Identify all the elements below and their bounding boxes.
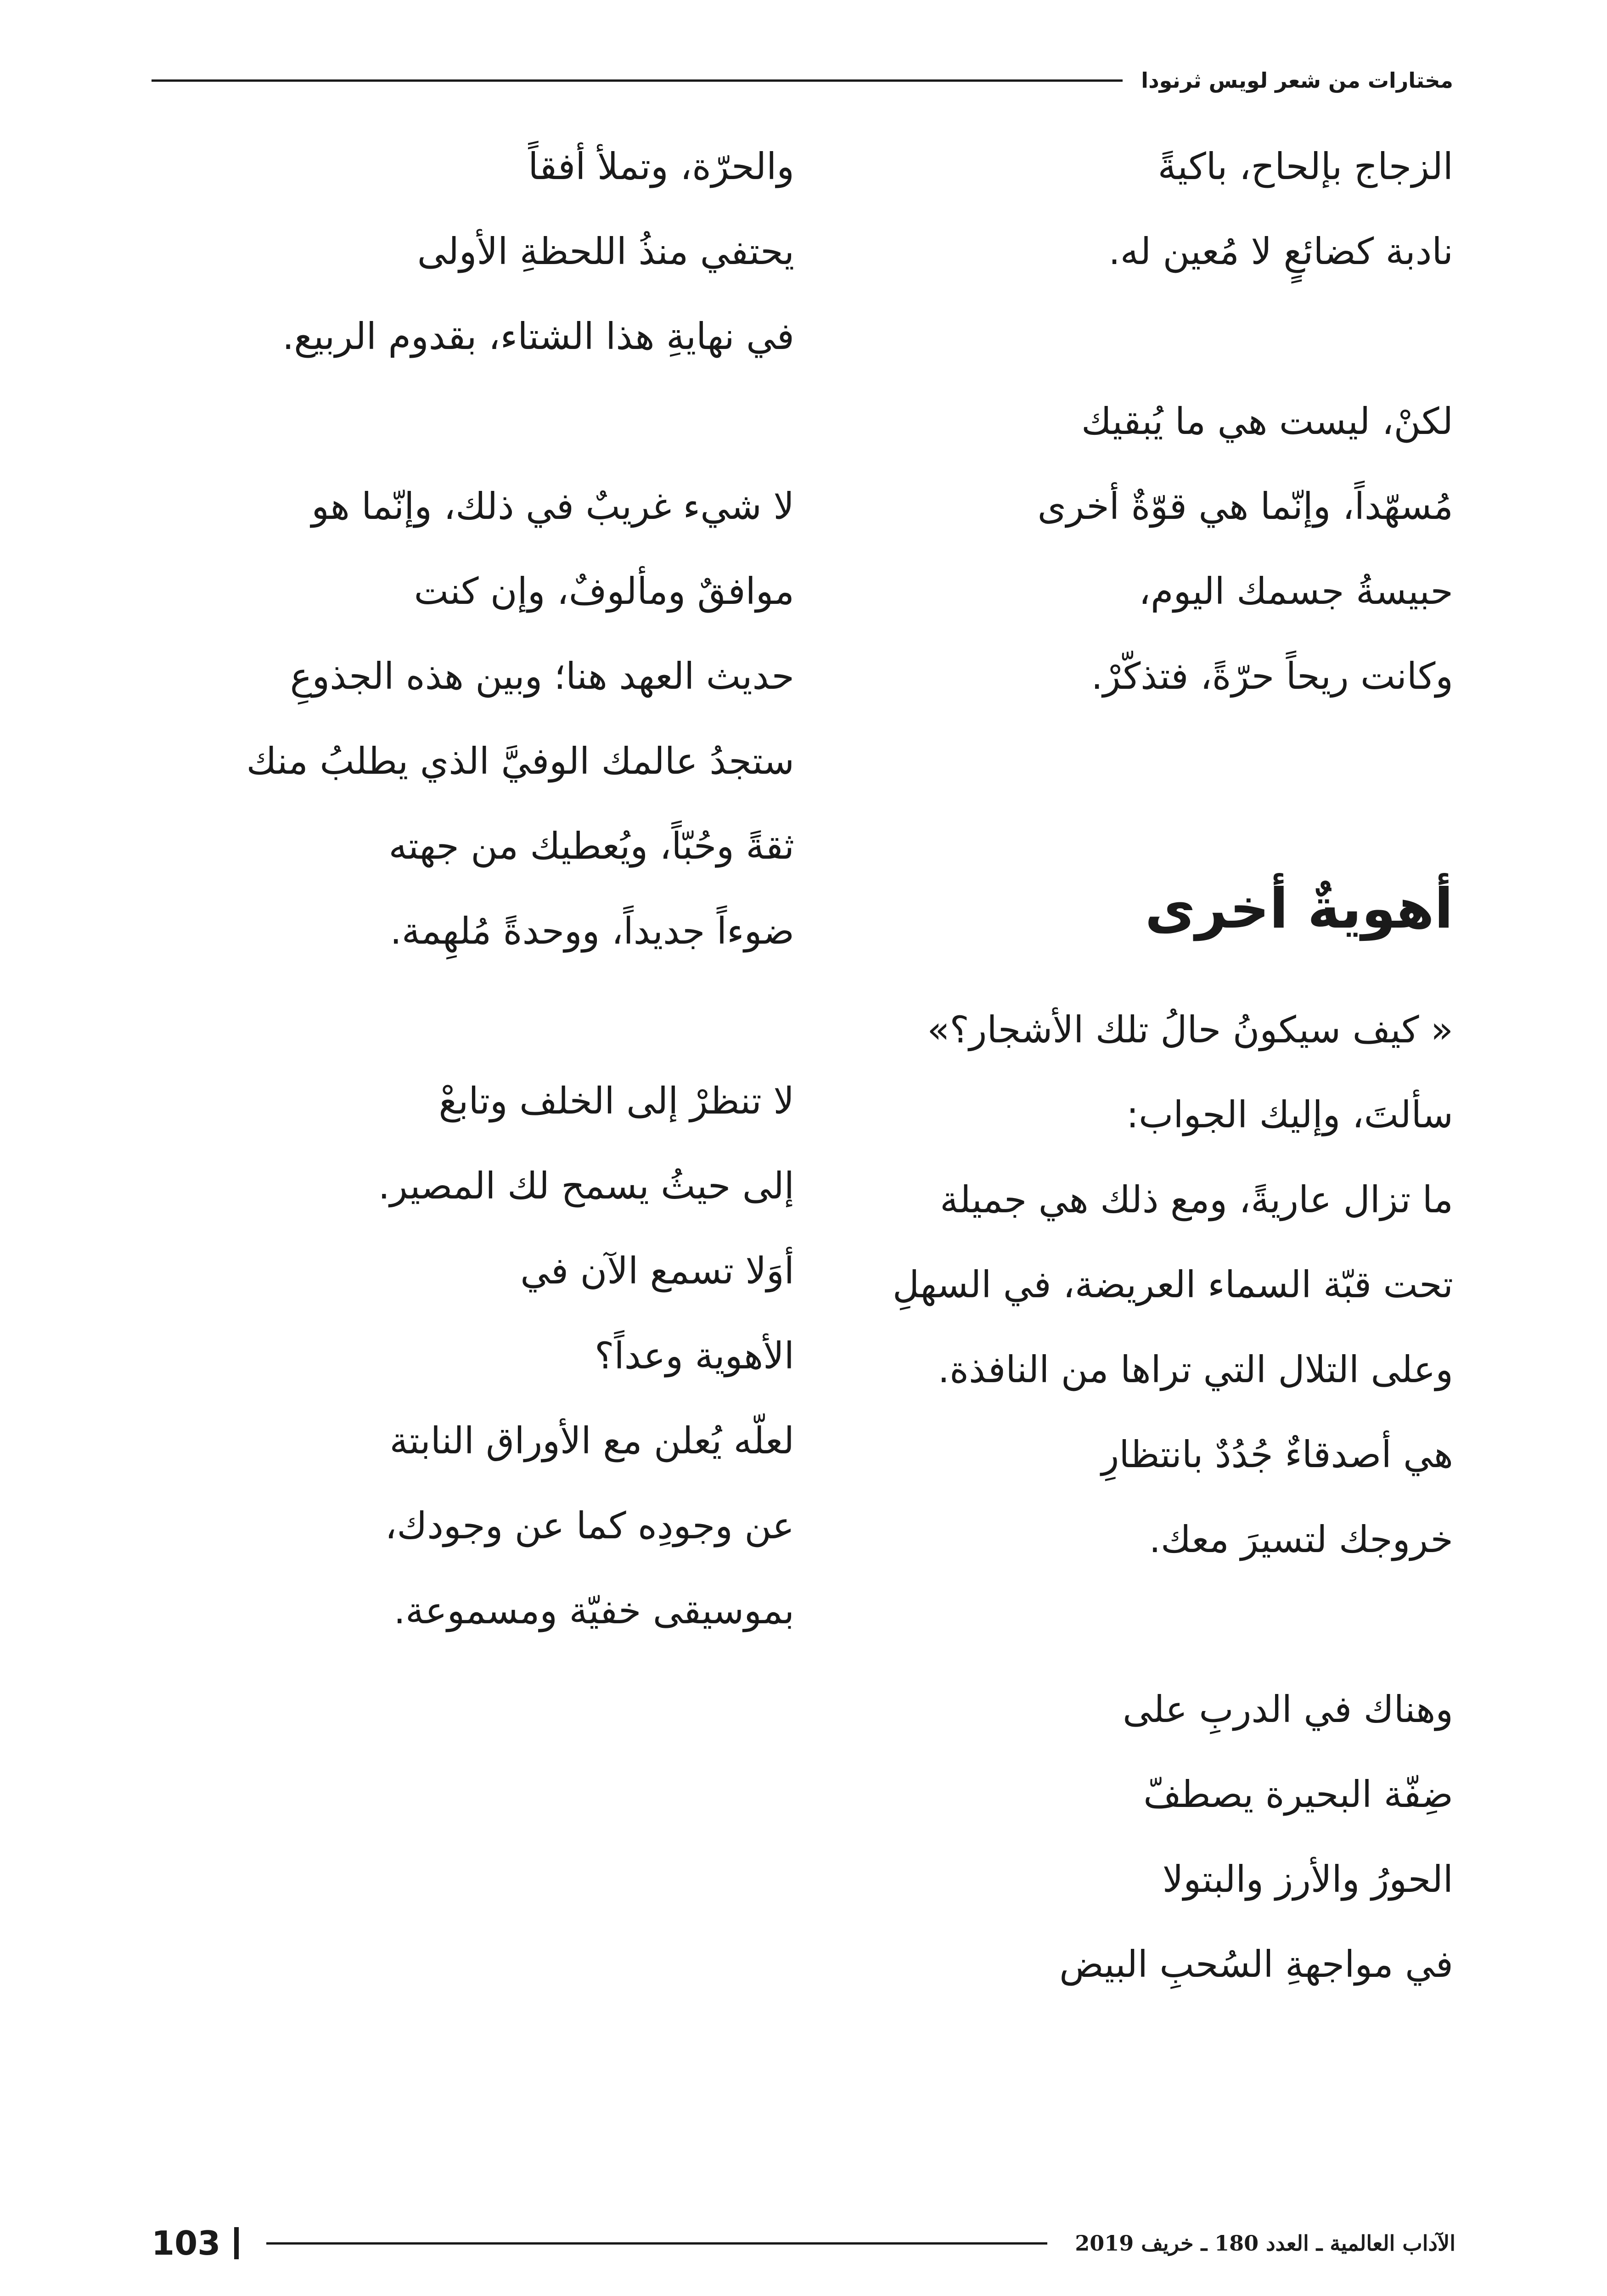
poem-line: موافقٌ ومألوفٌ، وإن كنت bbox=[414, 570, 794, 613]
right-column bbox=[856, 124, 1453, 2007]
running-header bbox=[152, 55, 1453, 106]
poem-line: الحورُ والأرز والبتولا bbox=[1162, 1858, 1453, 1901]
poem-line: بموسيقى خفيّة ومسموعة. bbox=[393, 1589, 794, 1632]
poem-line: حديث العهد هنا؛ وبين هذه الجذوعِ bbox=[290, 655, 794, 698]
poem-line: الأهوية وعداً؟ bbox=[595, 1334, 794, 1377]
poem-line: مُسهّداً، وإنّما هي قوّةٌ أخرى bbox=[1037, 485, 1453, 528]
poem-line: في نهايةِ هذا الشتاء، بقدوم الربيع. bbox=[282, 315, 794, 358]
poem-line: تحت قبّة السماء العريضة، في السهلِ bbox=[892, 1263, 1453, 1306]
poem-line: حبيسةُ جسمك اليوم، bbox=[1139, 570, 1453, 613]
poem-line: إلى حيثُ يسمح لك المصير. bbox=[378, 1165, 794, 1207]
poem-line: والحرّة، وتملأ أفقاً bbox=[528, 145, 794, 188]
poem-line: « كيف سيكونُ حالُ تلك الأشجار؟» bbox=[927, 1008, 1453, 1051]
poem-line: هي أصدقاءٌ جُدُدٌ بانتظارِ bbox=[1101, 1433, 1453, 1476]
stanza-gap bbox=[856, 719, 1453, 804]
footer-rule bbox=[266, 2242, 1047, 2245]
left-column bbox=[188, 124, 794, 1653]
poem-line: عن وجودِه كما عن وجودك، bbox=[385, 1504, 794, 1547]
poem-line: ثقةً وحُبّاً، ويُعطيك من جهته bbox=[388, 825, 794, 867]
poem-line: في مواجهةِ السُحبِ البيض bbox=[1059, 1943, 1453, 1986]
poem-line: خروجك لتسيرَ معك. bbox=[1149, 1518, 1453, 1561]
page-footer bbox=[152, 2218, 1455, 2268]
poem-line: ضِفّة البحيرة يصطفّ bbox=[1143, 1773, 1453, 1816]
poem-line: أوَلا تسمع الآن في bbox=[520, 1249, 794, 1292]
stanza-gap bbox=[188, 379, 794, 464]
poem-line: ستجدُ عالمك الوفيَّ الذي يطلبُ منك bbox=[246, 740, 794, 782]
section-title: أهويةٌ أخرى bbox=[1145, 877, 1453, 941]
page-number: 103 bbox=[152, 2224, 221, 2262]
stanza-gap bbox=[856, 804, 1453, 840]
poem-line: لا تنظرْ إلى الخلف وتابعْ bbox=[438, 1080, 794, 1122]
header-rule bbox=[152, 79, 1123, 82]
stanza-gap bbox=[188, 974, 794, 1058]
footer-bar bbox=[234, 2227, 239, 2259]
poem-line: وهناك في الدربِ على bbox=[1123, 1688, 1453, 1731]
poem-line: لعلّه يُعلن مع الأوراق النابتة bbox=[389, 1419, 794, 1462]
poem-line: لا شيء غريبٌ في ذلك، وإنّما هو bbox=[311, 485, 794, 528]
poem-line: وكانت ريحاً حرّةً، فتذكّرْ. bbox=[1091, 655, 1453, 698]
poem-line: وعلى التلال التي تراها من النافذة. bbox=[938, 1348, 1453, 1391]
stanza-gap bbox=[856, 969, 1453, 987]
stanza-gap bbox=[856, 1582, 1453, 1667]
poem-line: لكنْ، ليست هي ما يُبقيك bbox=[1081, 400, 1453, 443]
stanza-gap bbox=[856, 294, 1453, 379]
poem-line: يحتفي منذُ اللحظةِ الأولى bbox=[417, 230, 794, 273]
poem-line: ضوءاً جديداً، ووحدةً مُلهِمة. bbox=[390, 910, 794, 952]
journal-citation: الآداب العالمية ـ العدد 180 ـ خريف 2019 bbox=[1075, 2231, 1455, 2256]
poem-line: سألتَ، وإليك الجواب: bbox=[1126, 1093, 1453, 1136]
poem-line: الزجاج بإلحاح، باكيةً bbox=[1157, 145, 1453, 188]
poem-line: ما تزال عاريةً، ومع ذلك هي جميلة bbox=[940, 1178, 1453, 1221]
running-title: مختارات من شعر لويس ثرنودا bbox=[1141, 68, 1453, 93]
poem-line: نادبة كضائعٍ لا مُعين له. bbox=[1108, 230, 1453, 273]
